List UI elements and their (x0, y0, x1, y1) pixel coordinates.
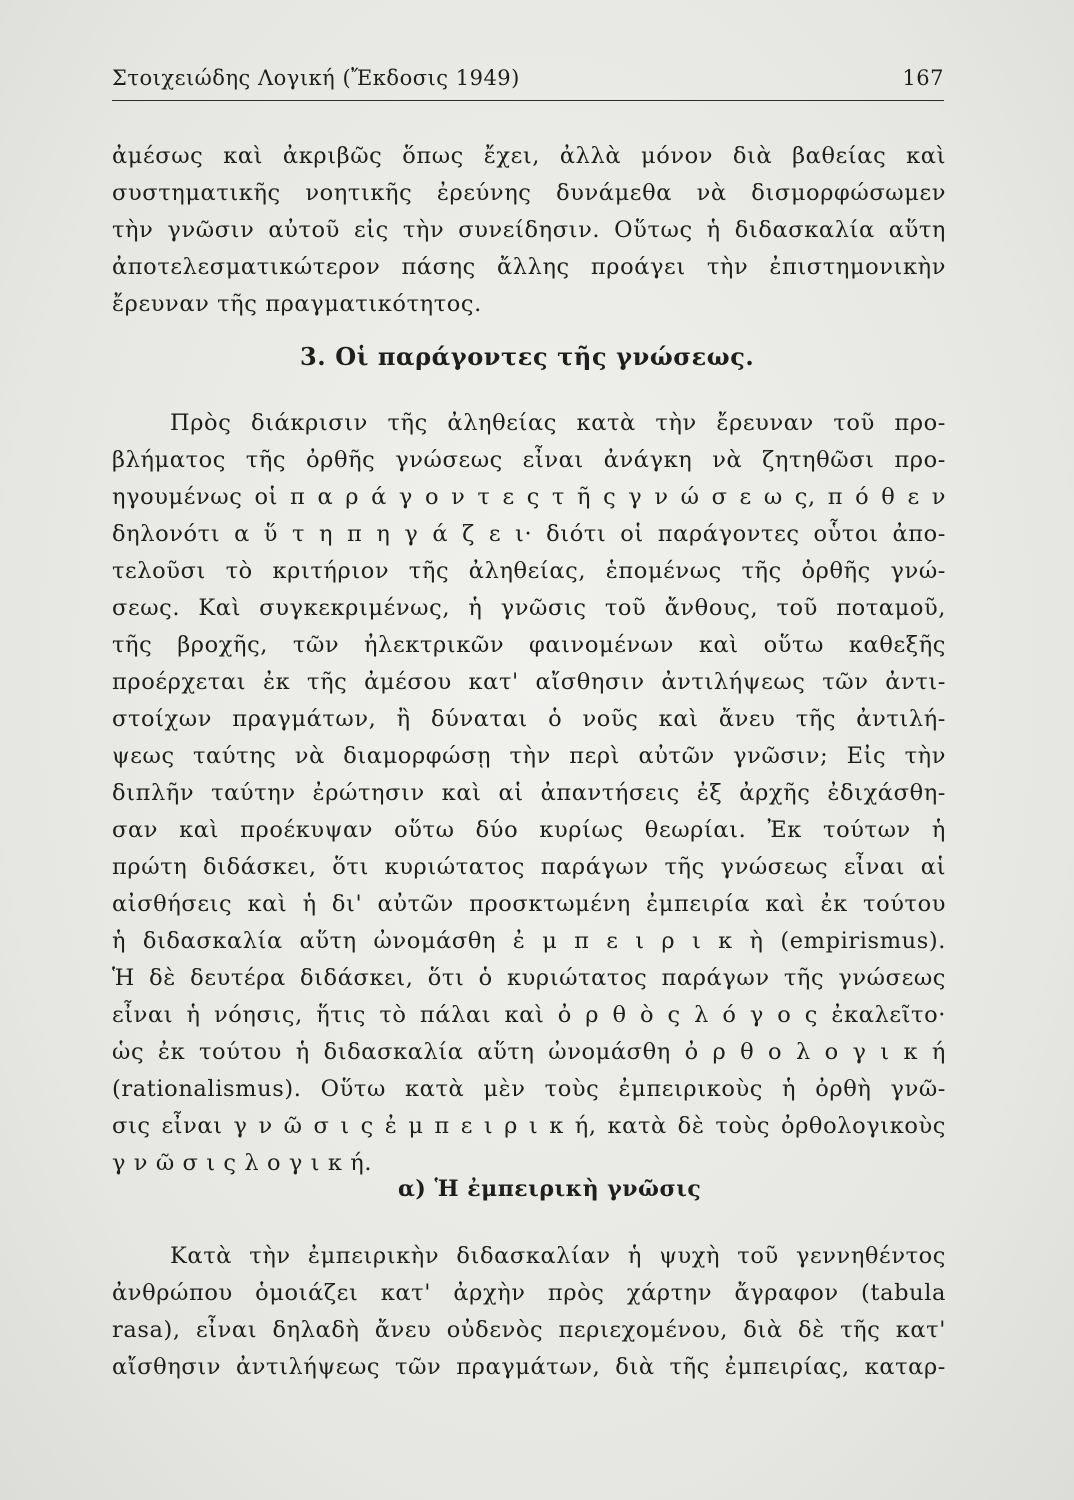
text-line: ἡ διδασκαλία αὕτη ὠνομάσθη ἐ μ π ε ι ρ ι κ ὴ (empirismus). (112, 928, 946, 954)
text-line: Πρὸς διάκρισιν τῆς ἀληθείας κατὰ τὴν ἔρευναν τοῦ προ- (170, 410, 946, 436)
text-line: σεως. Καὶ συγκεκριμένως, ἡ γνῶσις τοῦ ἄνθους, τοῦ ποταμοῦ, (112, 595, 946, 621)
text-line: στοίχων πραγμάτων, ἢ δύναται ὁ νοῦς καὶ ἄνευ τῆς ἀντιλή- (112, 706, 946, 732)
text-line: τῆς βροχῆς, τῶν ἠλεκτρικῶν φαινομένων καὶ οὕτω καθεξῆς (112, 632, 946, 658)
text-line: αἰσθήσεις καὶ ἡ δι' αὐτῶν προσκτωμένη ἐμπειρία καὶ ἐκ τούτου (112, 891, 946, 917)
text-line: συστηματικῆς νοητικῆς ἐρεύνης δυνάμεθα νὰ δισμορφώσωμεν (112, 180, 946, 206)
text-line: τὴν γνῶσιν αὐτοῦ εἰς τὴν συνείδησιν. Οὕτως ἡ διδασκαλία αὕτη (112, 217, 946, 243)
text-line: βλήματος τῆς ὀρθῆς γνώσεως εἶναι ἀνάγκη νὰ ζητηθῶσι προ- (112, 447, 946, 473)
section-heading: 3. Οἱ παράγοντες τῆς γνώσεως. (300, 342, 755, 371)
text-line: εἶναι ἡ νόησις, ἥτις τὸ πάλαι καὶ ὀ ρ θ ὸ ς λ ό γ ο ς ἐκαλεῖτο· (112, 1002, 946, 1028)
text-line: ἔρευναν τῆς πραγματικότητος. (112, 291, 482, 317)
paragraph-2 (112, 405, 946, 1182)
paragraph-3 (112, 1238, 946, 1386)
text-line: σαν καὶ προέκυψαν οὕτω δύο κυρίως θεωρίαι. Ἐκ τούτων ἡ (112, 817, 946, 843)
text-line: ὡς ἐκ τούτου ἡ διδασκαλία αὕτη ὠνομάσθη ὀ ρ θ ο λ ο γ ι κ ή (112, 1039, 946, 1065)
text-line: προέρχεται ἐκ τῆς ἀμέσου κατ' αἴσθησιν ἀντιλήψεως τῶν ἀντι- (112, 669, 946, 695)
text-line: δηλονότι α ὕ τ η π η γ ά ζ ε ι· διότι οἱ παράγοντες οὗτοι ἀπο- (112, 521, 946, 547)
text-line: τελοῦσι τὸ κριτήριον τῆς ἀληθείας, ἑπομένως τῆς ὀρθῆς γνώ- (112, 558, 946, 584)
subsection-heading: α) Ἡ ἐμπειρικὴ γνῶσις (398, 1176, 702, 1202)
text-line: σις εἶναι γ ν ῶ σ ι ς ἐ μ π ε ι ρ ι κ ή, κατὰ δὲ τοὺς ὀρθολογικοὺς (112, 1113, 946, 1139)
text-line: αἴσθησιν ἀντιλήψεως τῶν πραγμάτων, διὰ τῆς ἐμπειρίας, καταρ- (112, 1354, 946, 1380)
running-head (112, 62, 944, 102)
text-line: Κατὰ τὴν ἐμπειρικὴν διδασκαλίαν ἡ ψυχὴ τοῦ γεννηθέντος (170, 1243, 946, 1269)
text-line: διπλῆν ταύτην ἐρώτησιν καὶ αἱ ἀπαντήσεις ἐξ ἀρχῆς ἐδιχάσθη- (112, 780, 946, 806)
text-line: Ἡ δὲ δευτέρα διδάσκει, ὅτι ὁ κυριώτατος παράγων τῆς γνώσεως (112, 965, 946, 991)
text-line: ψεως ταύτης νὰ διαμορφώσῃ τὴν περὶ αὐτῶν γνῶσιν; Εἰς τὴν (112, 743, 946, 769)
text-line: ἀνθρώπου ὁμοιάζει κατ' ἀρχὴν πρὸς χάρτην ἄγραφον (tabula (112, 1280, 946, 1306)
text-line: rasa), εἶναι δηλαδὴ ἄνευ οὐδενὸς περιεχομένου, διὰ δὲ τῆς κατ' (112, 1317, 946, 1343)
text-line: γ ν ῶ σ ι ς λ ο γ ι κ ή. (112, 1150, 373, 1176)
text-line: ἀποτελεσματικώτερον πάσης ἄλλης προάγει τὴν ἐπιστημονικὴν (112, 254, 946, 280)
header-rule (112, 100, 944, 101)
text-line: ἀμέσως καὶ ἀκριβῶς ὅπως ἔχει, ἀλλὰ μόνον διὰ βαθείας καὶ (112, 143, 946, 169)
text-line: πρώτη διδάσκει, ὅτι κυριώτατος παράγων τῆς γνώσεως εἶναι αἱ (112, 854, 946, 880)
running-title: Στοιχειώδης Λογική (Ἔκδοσις 1949) (112, 66, 520, 90)
paragraph-1 (112, 138, 946, 323)
text-line: ηγουμένως οἱ π α ρ ά γ ο ν τ ε ς τ ῆ ς γ ν ώ σ ε ω ς, π ό θ ε ν (112, 484, 946, 510)
page-number: 167 (902, 66, 944, 90)
text-line: (rationalismus). Οὕτω κατὰ μὲν τοὺς ἐμπειρικοὺς ἡ ὀρθὴ γνῶ- (112, 1076, 946, 1102)
